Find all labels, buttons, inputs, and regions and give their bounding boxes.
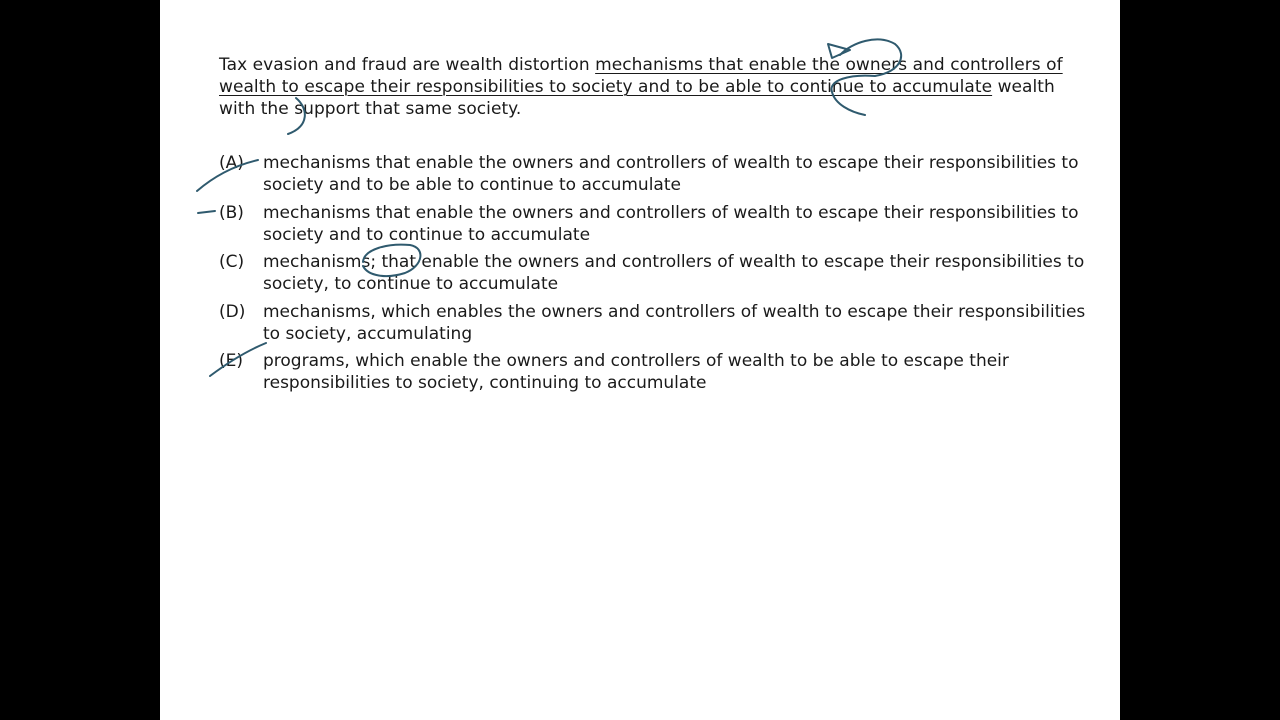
question-prompt <box>219 54 1089 120</box>
choice-text: mechanisms that enable the owners and controllers of wealth to escape their responsibilities to society and to be able to continue to accumulate <box>263 153 1079 195</box>
choice-e[interactable] <box>219 350 1099 394</box>
choice-letter: (A) <box>219 153 244 173</box>
choice-d[interactable] <box>219 301 1099 345</box>
choice-b-dash-annotation <box>198 211 215 213</box>
choice-letter: (B) <box>219 202 244 223</box>
choice-b[interactable] <box>219 202 1099 246</box>
answer-choices <box>219 152 1099 400</box>
choice-text: programs, which enable the owners and controllers of wealth to be able to escape their responsibilities to society, continuing to accumulate <box>263 351 1009 393</box>
choice-letter: (D) <box>219 301 246 322</box>
question-underlined-portion: mechanisms that enable the owners and controllers of wealth to escape their responsibilities to society and to be able to continue to accumulate <box>219 55 1063 97</box>
choice-text: mechanisms, which enables the owners and controllers of wealth to escape their responsibilities to society, accumulating <box>263 301 1086 344</box>
choice-c[interactable] <box>219 251 1099 295</box>
question-prefix: Tax evasion and fraud are wealth distortion <box>219 55 596 75</box>
slide-page <box>160 0 1120 720</box>
choice-a[interactable] <box>219 152 1099 196</box>
choice-text: mechanisms that enable the owners and controllers of wealth to escape their responsibilities to society and to continue to accumulate <box>263 202 1079 245</box>
choice-letter: (C) <box>219 252 245 272</box>
choice-text: mechanisms; that enable the owners and controllers of wealth to escape their responsibilities to society, to continue to accumulate <box>263 252 1085 294</box>
question-suffix: wealth with the support that same society. <box>219 77 1055 119</box>
choice-letter: (E) <box>219 351 244 371</box>
